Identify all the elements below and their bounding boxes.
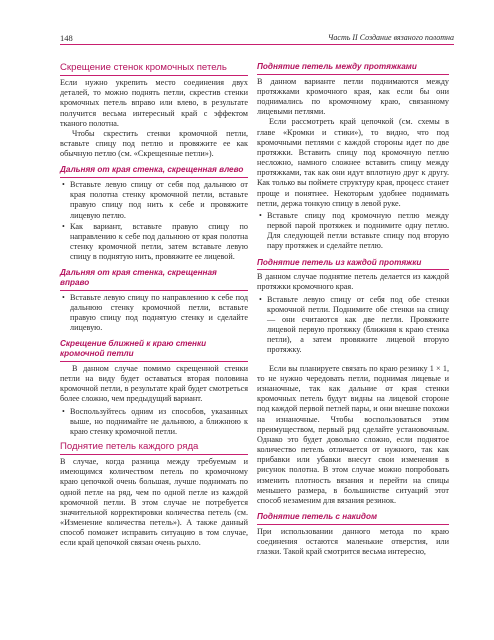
header-divider	[60, 44, 454, 45]
paragraph: При использовании данного метода по краю соединения остаются маленькие отверстия, или глазки. Такой край смотрится весьма интересно,	[257, 526, 449, 557]
page-number: 148	[60, 33, 73, 43]
paragraph: Если вы планируете связать по краю резинку 1 × 1, то не нужно чередовать петли, поднимая лицевые и изнаночные, так как дальние от края стенки кромочных петель будут видны на лицевой стороне под каждой первой петлей пары, и они внешне похожи на изнаночные. Чтобы воспользоваться этим преимуществом, первый ряд сделайте установочным. Однако это будет довольно сложно, если поднятое количество петель отличается от нужного, так как прибавки или убавки внесут свои изменения в рисунок полотна. В этом случае можно попробовать изменить плотность вязания и перейти на спицы меньшего размера, в большинстве ситуаций этот способ незаменим для вязания резинок.	[257, 363, 449, 505]
chapter-title: Часть II Создание вязаного полотна	[327, 33, 454, 42]
subsection-heading: Поднятие петель с накидом	[257, 512, 449, 525]
paragraph: В данном варианте петли поднимаются между протяжками кромочного края, как если бы они поднимались по кромочному краю, связанному лицевыми петлями.	[257, 76, 449, 117]
list-item: • Как вариант, вставьте правую спицу по направлению к себе под дальнюю от края полотна стенку кромочной петли, затем вставьте левую спицу в поднятую нить, провяжите ее лицевой.	[60, 222, 248, 263]
section-heading: Скрещение стенок кромочных петель	[60, 62, 248, 76]
subsection-heading: Дальняя от края стенка, скрещенная влево	[60, 165, 248, 178]
paragraph: В случае, когда разница между требуемым и имеющимся количеством петель по кромочному краю цепочкой очень большая, лучше поднимать по одной петле на ряд, чем по одной петле из каждой кромочной петли. В этом случае не потребуется значительной корректировки количества петель (см. «Изменение количества петель»). А также данный способ поможет исправить ситуацию в том случае, если край цепочкой связан очень рыхло.	[60, 457, 248, 548]
subsection-heading: Поднятие петель из каждой протяжки	[257, 258, 449, 271]
paragraph: В данном случае помимо скрещенной стенки петли на виду будет оставаться вторая половина кромочной петли, в результате край будет смотреться более сложно, чем предыдущий вариант.	[60, 363, 248, 404]
paragraph: В данном случае поднятие петель делается из каждой протяжки кромочного края.	[257, 272, 449, 292]
list-item: • Вставьте левую спицу от себя под дальнюю от края полотна стенку кромочной петли, вставьте правую спицу под нить к себе и провяжите лицевую петлю.	[60, 180, 248, 221]
bullet-list	[257, 211, 449, 252]
list-item: • Вставьте левую спицу по направлению к себе под дальнюю стенку кромочной петли, вставьте правую спицу под поднятую стенку и сделайте лицевую.	[60, 293, 248, 334]
list-item: • Вставьте спицу под кромочную петлю между первой парой протяжек и поднимите одну петлю. Для следующей петли вставьте спицу под вторую пару протяжек и сделайте петлю.	[257, 211, 449, 252]
bullet-list	[257, 295, 449, 356]
subsection-heading: Поднятие петель между протяжками	[257, 62, 449, 75]
bullet-list	[60, 180, 248, 262]
right-column	[257, 62, 449, 557]
list-item: • Воспользуйтесь одним из способов, указанных выше, но поднимайте не дальнюю, а ближнюю к краю стенку кромочной петли.	[60, 407, 248, 438]
list-item: • Вставьте левую спицу от себя под обе стенки кромочной петли. Поднимите обе стенки на спицу — они считаются как две петли. Провяжите лицевой первую протяжку (ближняя к краю стенка петли), а затем провяжите лицевой вторую протяжку.	[257, 295, 449, 356]
left-column	[60, 62, 248, 549]
paragraph: Чтобы скрестить стенки кромочной петли, вставьте спицу под петлю и провяжите ее как обычную петлю (см. «Скрещенные петли»).	[60, 128, 248, 159]
bullet-list	[60, 407, 248, 438]
paragraph: Если нужно укрепить место соединения двух деталей, то можно поднять петли, скрестив стенки кромочных петель вправо или влево, в результате получится весьма интересный край с эффектом тканого полотна.	[60, 78, 248, 128]
paragraph: Если рассмотреть край цепочкой (см. схемы в главе «Кромки и стики»), то видно, что под кромочными петлями с каждой стороны идет по две протяжки. Вставить спицу под кромочную петлю несложно, намного сложнее вставить спицу между протяжками, так как они идут вплотную друг к другу. Как только вы поймете структуру края, процесс станет проще и понятнее. Некоторым удобнее поднимать петли, держа тонкую спицу в левой руке.	[257, 117, 449, 208]
bullet-list	[60, 293, 248, 334]
subsection-heading: Скрещение ближней к краю стенки кромочной петли	[60, 339, 248, 361]
section-heading: Поднятие петель каждого ряда	[60, 441, 248, 455]
subsection-heading: Дальняя от края стенка, скрещенная вправо	[60, 268, 248, 290]
page-header	[0, 0, 494, 48]
